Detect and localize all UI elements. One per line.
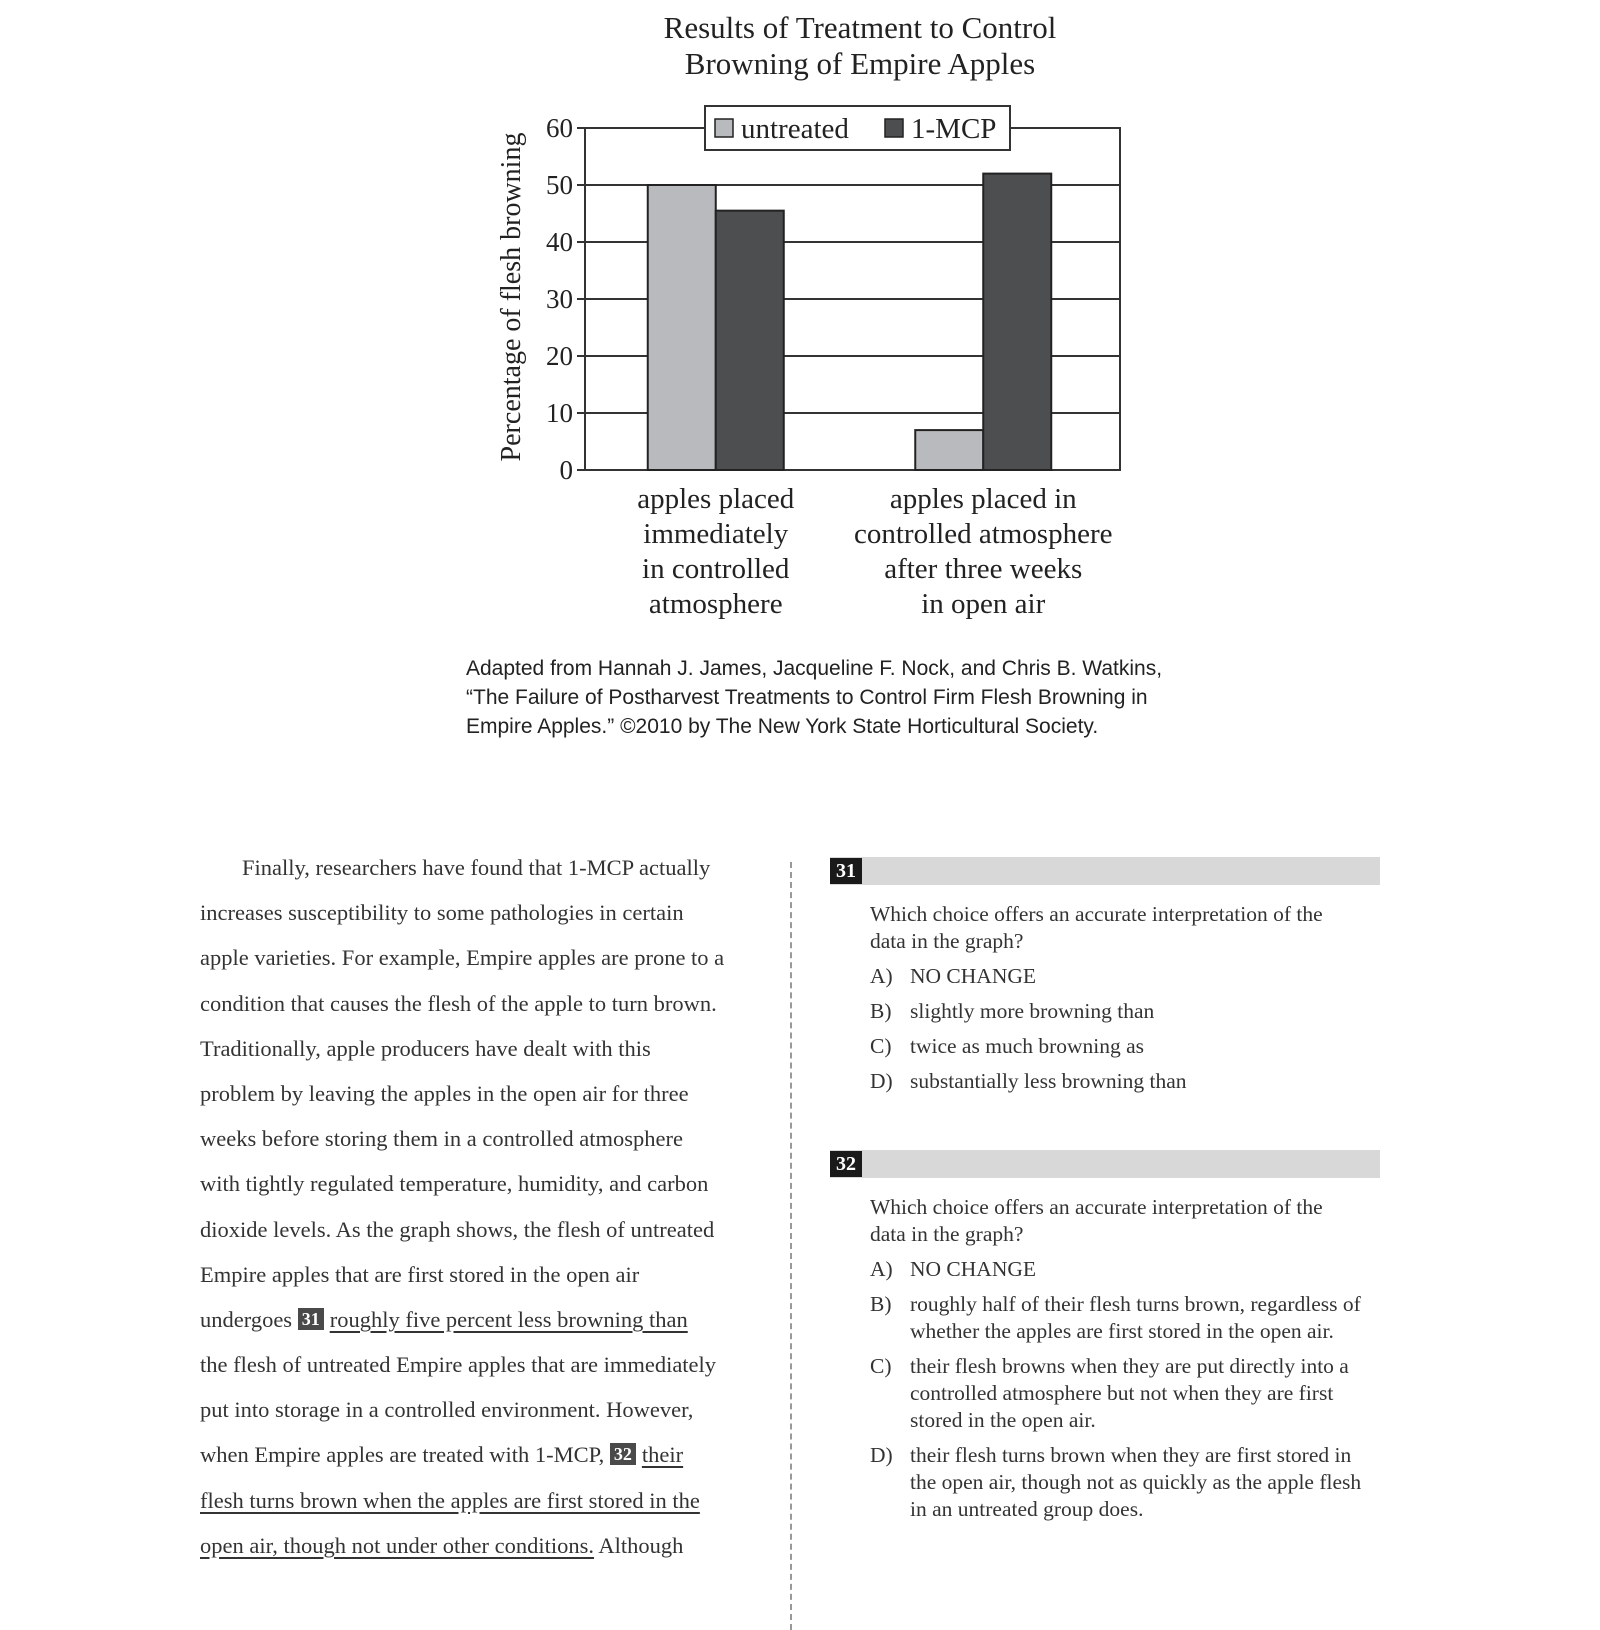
answer-choice-a[interactable] [870,963,1380,990]
choice-text: slightly more browning than [910,999,1155,1023]
passage-line: put into storage in a controlled environment. However, [200,1397,694,1423]
choice-text: roughly half of their flesh turns brown, regardless of whether the apples are first stored in the open air. [910,1292,1361,1343]
choice-letter: B) [870,999,892,1023]
chart-title [560,10,1160,82]
answer-choice-a[interactable] [870,1256,1380,1283]
passage-line [200,1478,760,1523]
choice-text: NO CHANGE [910,964,1037,988]
answer-choice-c[interactable] [870,1353,1380,1434]
y-tick-label: 30 [546,284,573,314]
bar-1-mcp [716,211,784,470]
bar-1-mcp [983,174,1051,470]
underlined-portion-31: roughly five percent less browning than [329,1306,688,1332]
passage-line [200,1297,760,1342]
underlined-portion-32: their [641,1442,684,1468]
choice-text: twice as much browning as [910,1034,1145,1058]
question-header [830,857,1380,885]
choice-letter: B) [870,1292,892,1316]
answer-choice-d[interactable] [870,1068,1380,1095]
x-category-label: immediately [643,518,789,550]
choice-letter: D) [870,1443,893,1467]
underlined-portion-32: flesh turns brown when the apples are first stored in the [200,1487,700,1513]
x-category-label: apples placed [637,483,795,515]
choice-letter: D) [870,1069,893,1093]
choice-letter: C) [870,1034,892,1058]
answer-choice-b[interactable] [870,998,1380,1025]
passage-line [200,1523,760,1568]
passage-line: the flesh of untreated Empire apples that are immediately [200,1352,717,1378]
question-32 [830,1150,1380,1523]
question-32-marker[interactable]: 32 [610,1443,636,1465]
choice-letter: A) [870,964,893,988]
legend-swatch [885,119,903,137]
choice-letter: A) [870,1257,893,1281]
caption-line: “The Failure of Postharvest Treatments to Control Firm Flesh Browning in [466,686,1148,709]
y-tick-label: 60 [546,113,573,143]
passage-line: increases susceptibility to some pathologies in certain [200,900,684,926]
passage-text: undergoes [200,1306,293,1332]
passage-line: Traditionally, apple producers have dealt with this [200,1035,651,1061]
answer-choice-b[interactable] [870,1291,1380,1345]
choice-text: their flesh browns when they are put directly into a controlled atmosphere but not when they are first stored in the open air. [910,1354,1349,1432]
y-tick-label: 20 [546,341,573,371]
passage-line: weeks before storing them in a controlled atmosphere [200,1126,683,1152]
question-31 [830,857,1380,1095]
x-category-label: atmosphere [648,588,783,620]
passage-line: condition that causes the flesh of the apple to turn brown. [200,990,717,1016]
underlined-portion-32: open air, though not under other conditions. [200,1532,595,1558]
column-divider [790,862,792,1630]
chart-title-line-2: Browning of Empire Apples [684,46,1036,81]
passage-text: Although [598,1532,684,1558]
legend-label: 1-MCP [911,113,997,145]
bar-untreated [915,430,983,470]
passage-line: apple varieties. For example, Empire apples are prone to a [200,945,725,971]
y-axis-label: Percentage of flesh browning [496,132,527,462]
choice-text: their flesh turns brown when they are first stored in the open air, though not as quickly as the apple flesh in an untreated group does. [910,1443,1362,1521]
x-category-label: after three weeks [884,553,1083,585]
chart-title-line-1: Results of Treatment to Control [663,10,1057,45]
choice-text: NO CHANGE [910,1257,1037,1281]
caption-line: Empire Apples.” ©2010 by The New York State Horticultural Society. [466,715,1099,738]
question-stem: Which choice offers an accurate interpretation of the data in the graph? [870,1195,1323,1246]
question-stem: Which choice offers an accurate interpretation of the data in the graph? [870,902,1323,953]
bar-chart [490,100,1190,640]
question-number-badge: 32 [830,1151,862,1177]
choice-text: substantially less browning than [910,1069,1187,1093]
caption-line: Adapted from Hannah J. James, Jacqueline F. Nock, and Chris B. Watkins, [466,657,1163,680]
answer-choice-d[interactable] [870,1442,1380,1523]
passage-line: dioxide levels. As the graph shows, the flesh of untreated [200,1216,715,1242]
x-category-label: in controlled [642,553,790,585]
y-tick-label: 50 [546,170,573,200]
y-tick-label: 40 [546,227,573,257]
choice-letter: C) [870,1354,892,1378]
legend-swatch [715,119,733,137]
question-31-marker[interactable]: 31 [298,1308,324,1330]
x-category-label: in open air [921,588,1046,620]
passage-line [200,1432,760,1477]
passage-line: Finally, researchers have found that 1-MCP actually [242,855,711,880]
source-caption [466,654,1226,741]
y-tick-label: 10 [546,398,573,428]
passage-text: when Empire apples are treated with 1-MCP, [200,1442,605,1468]
question-number-badge: 31 [830,858,862,884]
x-category-label: controlled atmosphere [854,518,1113,550]
passage-line: problem by leaving the apples in the open air for three [200,1080,689,1106]
answer-choice-c[interactable] [870,1033,1380,1060]
y-tick-label: 0 [559,455,573,485]
question-header [830,1150,1380,1178]
reading-passage [200,845,760,1568]
legend-label: untreated [741,113,849,145]
bar-untreated [648,185,716,470]
passage-line: with tightly regulated temperature, humidity, and carbon [200,1171,709,1197]
passage-line: Empire apples that are first stored in the open air [200,1261,640,1287]
x-category-label: apples placed in [889,483,1077,515]
